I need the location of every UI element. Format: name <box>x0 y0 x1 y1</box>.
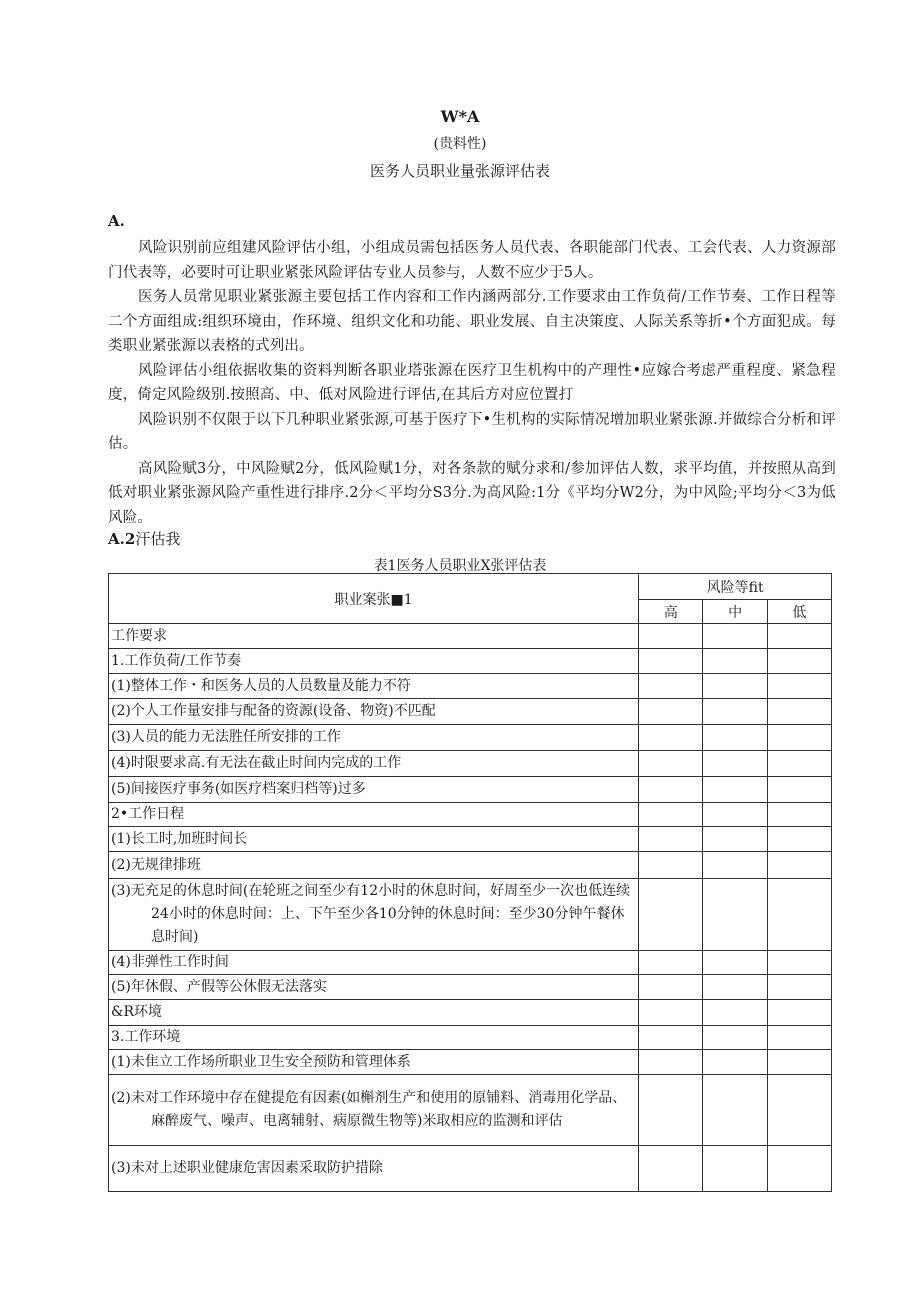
cell-medium[interactable] <box>703 1000 767 1026</box>
cell-high[interactable] <box>639 951 703 975</box>
table-row <box>109 803 832 827</box>
cell-low[interactable] <box>767 1050 831 1075</box>
table-row <box>109 1075 832 1146</box>
section-a2-title: 汗估我 <box>135 530 181 548</box>
row-label: (1)未隹立工作场所职业卫生安全预防和管理体系 <box>109 1050 639 1075</box>
row-label: 2•工作日程 <box>109 803 639 827</box>
table-row <box>109 674 832 699</box>
row-label: (5)间接医疗事务(如医疗档案归档等)过多 <box>109 777 639 803</box>
cell-medium[interactable] <box>703 1050 767 1075</box>
row-label: (2)无规律排班 <box>109 852 639 879</box>
table-row <box>109 624 832 649</box>
cell-high[interactable] <box>639 699 703 725</box>
row-label: (4)时限要求高.有无法在截止时间内完成的工作 <box>109 751 639 777</box>
cell-medium[interactable] <box>703 1026 767 1050</box>
cell-low[interactable] <box>767 1026 831 1050</box>
row-label: 工作要求 <box>109 624 639 649</box>
column-header-medium: 中 <box>703 600 767 624</box>
paragraph-4: 风险识别不仅限于以下几种职业紧张源,可基于医疗下•生机构的实际情况增加职业紧张源.并做综合分析和评估。 <box>108 411 836 452</box>
cell-medium[interactable] <box>703 852 767 879</box>
paragraph-2: 医务人员常见职业紧张源主要包括工作内容和工作内涵两部分.工作要求由工作负荷/工作节奏、工作日程等二个方面组成:组织环境由，作环境、组织文化和功能、职业发展、自主决策度、人际关系等折•个方面犯成。每类职业紧张源以表格的式列出。 <box>108 289 836 354</box>
cell-high[interactable] <box>639 777 703 803</box>
cell-high[interactable] <box>639 624 703 649</box>
table-caption: 表1医务人员职业X张评估表 <box>373 558 547 574</box>
row-label: &R环境 <box>109 1000 639 1026</box>
cell-medium[interactable] <box>703 827 767 852</box>
cell-low[interactable] <box>767 1000 831 1026</box>
cell-low[interactable] <box>767 751 831 777</box>
row-label-text: (2)未对工作环境中存在健提危有因素(如槲剂生产和使用的原铺料、消毒用化学品、麻醉废气、噪声、电离辅射、病原微生物等)米取相应的监测和评估 <box>111 1090 627 1129</box>
cell-high[interactable] <box>639 879 703 951</box>
cell-medium[interactable] <box>703 674 767 699</box>
table-row <box>109 852 832 879</box>
cell-high[interactable] <box>639 649 703 674</box>
cell-high[interactable] <box>639 1075 703 1146</box>
row-label: (3)未对上述职业健康危害因素采取防护措除 <box>109 1146 639 1192</box>
cell-medium[interactable] <box>703 624 767 649</box>
cell-medium[interactable] <box>703 1075 767 1146</box>
cell-medium[interactable] <box>703 803 767 827</box>
cell-low[interactable] <box>767 827 831 852</box>
cell-low[interactable] <box>767 777 831 803</box>
row-label: 1.工作负荷/工作节奏 <box>109 649 639 674</box>
cell-low[interactable] <box>767 725 831 751</box>
cell-low[interactable] <box>767 852 831 879</box>
table-row <box>109 975 832 1000</box>
cell-high[interactable] <box>639 1146 703 1192</box>
column-header-low: 低 <box>767 600 831 624</box>
row-label: (2)个人工作量安排与配备的资源(设备、物资)不匹配 <box>109 699 639 725</box>
cell-low[interactable] <box>767 1075 831 1146</box>
cell-low[interactable] <box>767 649 831 674</box>
paragraph-1: 风险识别前应组建风险评估小组，小组成员需包括医务人员代表、各职能部门代表、工会代表、人力资源部门代表等，必要时可让职业紧张风险评估专业人员参与，人数不应少于5人。 <box>108 240 836 281</box>
section-a-body <box>108 236 836 530</box>
cell-high[interactable] <box>639 725 703 751</box>
row-label: (1)整体工作・和医务人员的人员数量及能力不符 <box>109 674 639 699</box>
cell-medium[interactable] <box>703 951 767 975</box>
cell-medium[interactable] <box>703 879 767 951</box>
cell-medium[interactable] <box>703 649 767 674</box>
column-header-item: 职业案张■1 <box>109 574 639 624</box>
cell-low[interactable] <box>767 1146 831 1192</box>
row-label-text: (3)无充足的休息时间(在轮班之间至少有12小时的休息时间，好周至少一次也低连续24小时的休息时间：上、下午至少各10分钟的休息时间：至少30分钟午餐休息时间) <box>111 883 631 945</box>
cell-high[interactable] <box>639 975 703 1000</box>
cell-low[interactable] <box>767 951 831 975</box>
cell-high[interactable] <box>639 827 703 852</box>
section-a2-heading <box>108 528 180 549</box>
cell-low[interactable] <box>767 624 831 649</box>
section-a2-number: A.2 <box>108 530 136 548</box>
cell-medium[interactable] <box>703 975 767 1000</box>
row-label: (5)年休假、产假等公休假无法落实 <box>109 975 639 1000</box>
appendix-title: W*A <box>440 107 480 126</box>
column-header-high: 高 <box>639 600 703 624</box>
cell-high[interactable] <box>639 1050 703 1075</box>
cell-low[interactable] <box>767 879 831 951</box>
table-row <box>109 1026 832 1050</box>
table-row <box>109 879 832 951</box>
table-row <box>109 777 832 803</box>
cell-medium[interactable] <box>703 1146 767 1192</box>
appendix-name: 医务人员职业量张源评估表 <box>369 162 550 180</box>
cell-low[interactable] <box>767 975 831 1000</box>
cell-medium[interactable] <box>703 725 767 751</box>
row-label <box>109 1075 639 1146</box>
table-row <box>109 725 832 751</box>
row-label: 3.工作环境 <box>109 1026 639 1050</box>
cell-low[interactable] <box>767 803 831 827</box>
cell-medium[interactable] <box>703 777 767 803</box>
table-row <box>109 1146 832 1192</box>
table-row <box>109 649 832 674</box>
table-row <box>109 699 832 725</box>
cell-high[interactable] <box>639 751 703 777</box>
row-label: (3)人员的能力无法胜任所安排的工作 <box>109 725 639 751</box>
cell-high[interactable] <box>639 674 703 699</box>
table-row <box>109 951 832 975</box>
paragraph-5: 高风险赋3分，中风险赋2分，低风险赋1分，对各条款的赋分求和/参加评估人数，求平均值，并按照从高到低对职业紧张源风险产重性进行排序.2分＜平均分S3分.为高风险:1分《平均分W2分，为中风险;平均分＜3为低风险。 <box>108 460 836 526</box>
paragraph-3: 风险评估小组依据收集的资料判断各职业塔张源在医疗卫生机构中的产理性•应嫁合考虑严重程度、紧急程度，倚定风险级别.按照高、中、低对风险进行评估,在其后方对应位置打 <box>108 362 836 403</box>
table-row <box>109 827 832 852</box>
row-label: (1)长工时,加班时间长 <box>109 827 639 852</box>
stress-assessment-table <box>108 573 832 1192</box>
section-a-heading: A. <box>108 212 125 230</box>
cell-low[interactable] <box>767 699 831 725</box>
column-header-risk-level: 风险等fit <box>639 574 832 600</box>
cell-high[interactable] <box>639 1000 703 1026</box>
cell-medium[interactable] <box>703 751 767 777</box>
cell-low[interactable] <box>767 674 831 699</box>
cell-medium[interactable] <box>703 699 767 725</box>
cell-high[interactable] <box>639 1026 703 1050</box>
table-row <box>109 751 832 777</box>
row-label <box>109 879 639 951</box>
table-row <box>109 1050 832 1075</box>
row-label: (4)非弹性工作时间 <box>109 951 639 975</box>
cell-high[interactable] <box>639 852 703 879</box>
table-row <box>109 1000 832 1026</box>
appendix-type: (贵料性) <box>433 136 487 152</box>
cell-high[interactable] <box>639 803 703 827</box>
